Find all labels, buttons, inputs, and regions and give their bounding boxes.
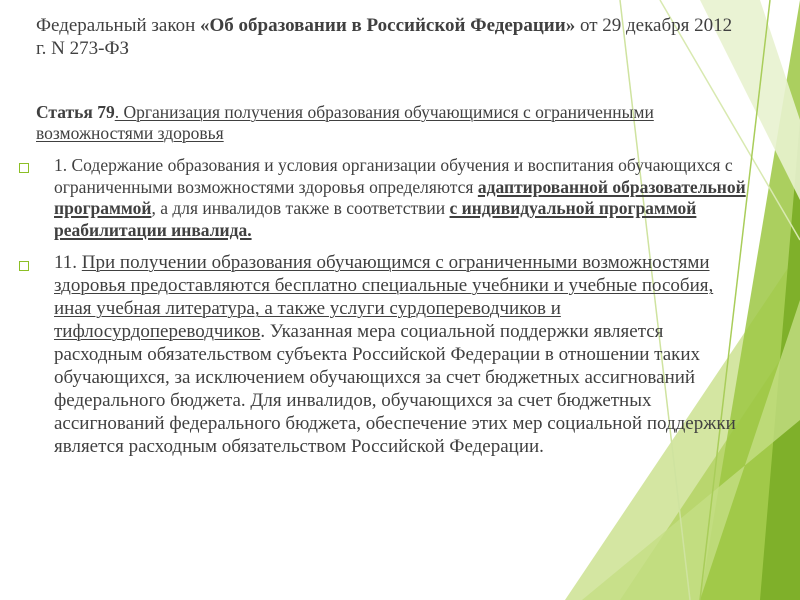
law-title	[36, 14, 736, 60]
list-item	[54, 251, 754, 458]
item-2-text-1: 11.	[54, 252, 82, 273]
list-item	[54, 155, 774, 241]
link-adapted-program[interactable]: адаптированной образовательной программой	[54, 176, 746, 218]
link-rehabilitation-program[interactable]: с индивидуальной программой реабилитации инвалида.	[54, 198, 697, 240]
law-title-suffix: от 29 декабря 2012 г. N 273-ФЗ	[36, 15, 733, 59]
item-1-text-1: 1. Содержание образования и условия организации обучения и воспитания обучающихся с ограниченными возможностями здоровья определяются	[54, 155, 733, 197]
item-2-text-2: . Указанная мера социальной поддержки является расходным обязательством субъекта Российской Федерации в отношении таких обучающихся, за исключением обучающихся за счет бюджетных ассигнований федерального бюджета. Для инвалидов, обучающихся за счет бюджетных ассигнований федерального бюджета, обеспечение этих мер социальной поддержки является расходным обязательством Российской Федерации.	[54, 321, 736, 457]
article-heading-text: . Организация получения образования обучающимися с ограниченными возможностями здоровья	[36, 102, 654, 143]
article-heading	[36, 102, 676, 144]
item-1-text-2: , а для инвалидов также в соответствии	[151, 198, 450, 218]
law-title-prefix: Федеральный закон	[36, 15, 201, 36]
bullet-icon	[19, 163, 29, 173]
bullet-icon	[19, 261, 29, 271]
article-label: Статья 79	[36, 102, 115, 122]
link-free-textbooks[interactable]: При получении образования обучающимся с ограниченными возможностями здоровья предоставляются бесплатно специальные учебники и учебные пособия, иная учебная литература, а также услуги сурдопереводчиков и тифлосурдопереводчиков	[54, 252, 714, 342]
law-title-name: «Об образовании в Российской Федерации»	[200, 15, 576, 36]
